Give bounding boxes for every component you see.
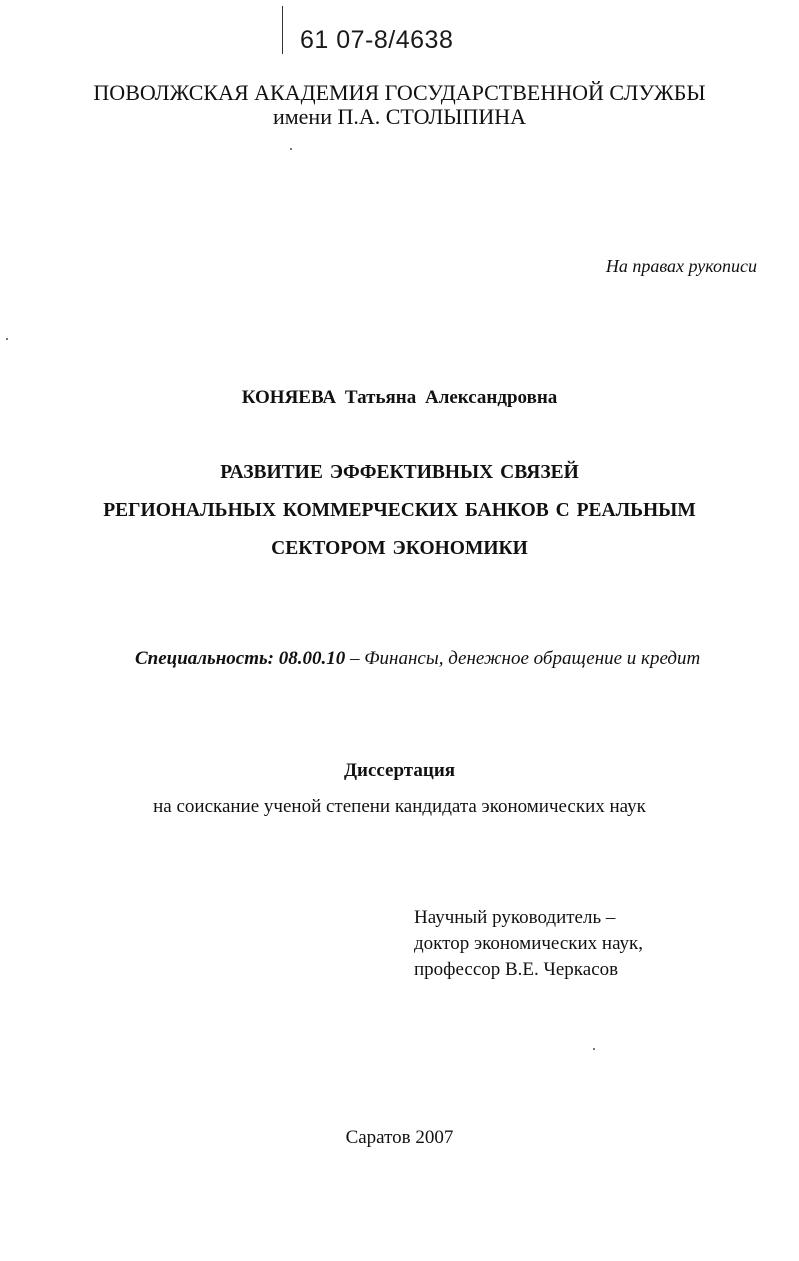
thesis-title-line-3: СЕКТОРОМ ЭКОНОМИКИ: [271, 538, 528, 559]
scan-speck: [6, 338, 8, 340]
specialty-text: – Финансы, денежное обращение и кредит: [345, 648, 701, 669]
thesis-title-line-2: РЕГИОНАЛЬНЫХ КОММЕРЧЕСКИХ БАНКОВ С РЕАЛЬНЫМ: [103, 500, 696, 521]
specialty: [135, 648, 700, 670]
organization-subtitle: имени П.А. СТОЛЫПИНА: [272, 104, 527, 129]
specialty-label: Специальность: 08.00.10: [135, 648, 346, 669]
supervisor-line-2: доктор экономических наук,: [414, 933, 644, 954]
scan-speck: [593, 1048, 595, 1050]
archive-stamp: 61 07-8/4638: [300, 26, 454, 54]
manuscript-note: На правах рукописи: [605, 256, 757, 276]
thesis-title-line-1: РАЗВИТИЕ ЭФФЕКТИВНЫХ СВЯЗЕЙ: [220, 462, 579, 483]
stamp-divider-line: [282, 6, 283, 54]
work-type: Диссертация: [343, 760, 456, 781]
scan-speck: [290, 148, 292, 150]
author-name: КОНЯЕВА Татьяна Александровна: [241, 387, 558, 408]
degree-statement: на соискание ученой степени кандидата экономических наук: [153, 796, 646, 817]
supervisor-line-3: профессор В.Е. Черкасов: [414, 959, 619, 980]
city-year: Саратов 2007: [345, 1127, 454, 1148]
supervisor-line-1: Научный руководитель –: [414, 907, 616, 928]
organization-name: ПОВОЛЖСКАЯ АКАДЕМИЯ ГОСУДАРСТВЕННОЙ СЛУЖБЫ: [93, 80, 706, 105]
